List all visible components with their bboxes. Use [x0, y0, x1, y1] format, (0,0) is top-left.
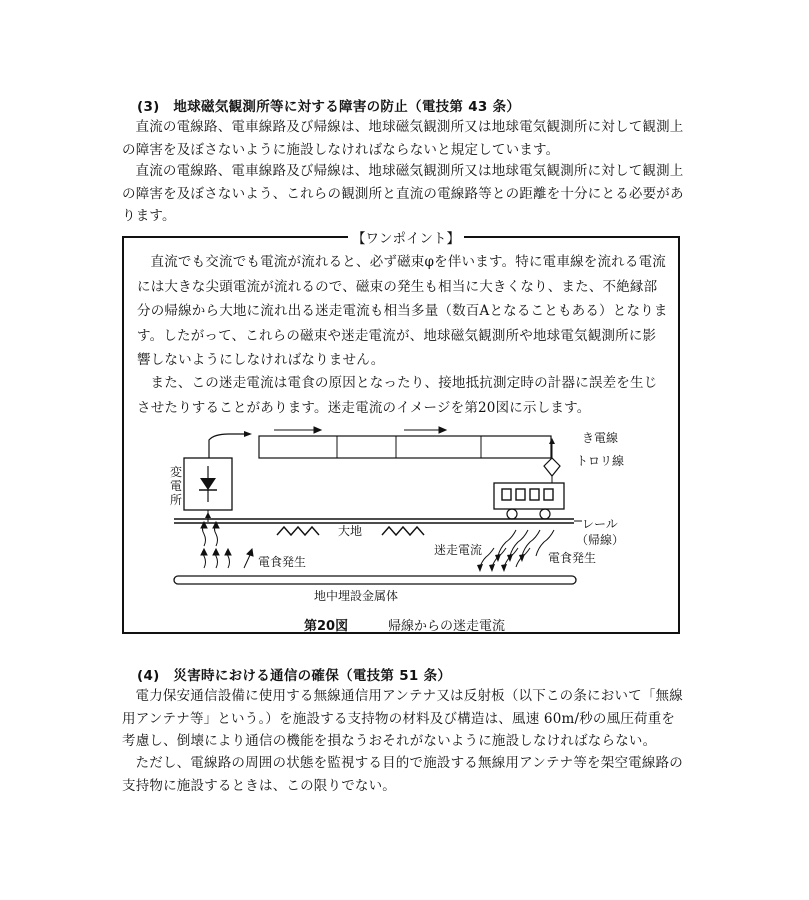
trolley-wire-label: トロリ線	[576, 454, 625, 468]
pantograph	[544, 458, 560, 476]
substation-label-1: 変	[170, 465, 183, 479]
section-3-paragraph-2: 直流の電線路、電車線路及び帰線は、地球磁気観測所又は地球電気観測所に対して観測上の障害を及ぼさないよう、これらの観測所と直流の電線路等との距離を十分にとる必要があります。	[122, 163, 684, 224]
corrosion-label-right: 電食発生	[548, 551, 597, 565]
corrosion-arrows-left	[201, 522, 253, 568]
corrosion-label-left: 電食発生	[258, 555, 307, 569]
feeder-wire	[259, 436, 551, 458]
return-label: （帰線）	[576, 533, 625, 547]
earth-label: 大地	[338, 524, 363, 538]
onepoint-paragraph-2: また、この迷走電流は電食の原因となったり、接地抵抗測定時の計器に誤差を生じさせたりすることがあります。迷走電流のイメージを第20図に示します。	[137, 375, 658, 416]
rail-label: レール	[582, 517, 618, 531]
current-arrows	[274, 427, 446, 433]
substation-label-2: 電	[170, 479, 183, 493]
rectifier-icon	[200, 478, 216, 490]
earth-hatch-2	[382, 527, 424, 535]
onepoint-title: 【ワンポイント】	[348, 227, 464, 247]
stray-current-arrows-right	[480, 530, 554, 567]
stray-current-label: 迷走電流	[434, 543, 483, 557]
buried-metal-label: 地中埋設金属体	[314, 589, 399, 603]
section-4-heading: (4) 災害時における通信の確保（電技第 51 条）	[137, 668, 452, 684]
buried-pipe	[174, 576, 576, 584]
section-4-paragraph-2: ただし、電線路の周囲の状態を監視する目的で施設する無線用アンテナ等を架空電線路の支持物に施設するときは、この限りでない。	[122, 755, 683, 794]
figure-number: 第20図	[304, 619, 349, 634]
substation-label-3: 所	[170, 493, 183, 507]
section-4-paragraph-1: 電力保安通信設備に使用する無線通信用アンテナ又は反射板（以下この条において「無線用アンテナ等」という。）を施設する支持物の材料及び構造は、風速 60m/秒の風圧荷重を考慮し、倒壊により通信の機能を損なうおそれがないように施設しなければならない。	[122, 688, 683, 749]
onepoint-box	[122, 231, 680, 634]
feeder-label: き電線	[582, 431, 619, 445]
figure-caption: 帰線からの迷走電流	[388, 619, 506, 634]
section-3-paragraph-1: 直流の電線路、電車線路及び帰線は、地球磁気観測所又は地球電気観測所に対して観測上の障害を及ぼさないように施設しなければならないと規定しています。	[122, 119, 684, 158]
onepoint-paragraph-1: 直流でも交流でも電流が流れると、必ず磁束φを伴います。特に電車線を流れる電流には大きな尖頭電流が流れるので、磁束の発生も相当に大きくなり、また、不絶縁部分の帰線から大地に流れ出る迷走電流も相当多量（数百Aとなることもある）となります。したがって、これらの磁束や迷走電流が、地球磁気観測所や地球電気観測所に影響しないようにしなければなりません。	[137, 254, 668, 368]
stray-current-diagram	[124, 418, 678, 648]
section-3-heading: (3) 地球磁気観測所等に対する障害の防止（電技第 43 条）	[137, 99, 521, 115]
earth-hatch-1	[277, 527, 319, 535]
